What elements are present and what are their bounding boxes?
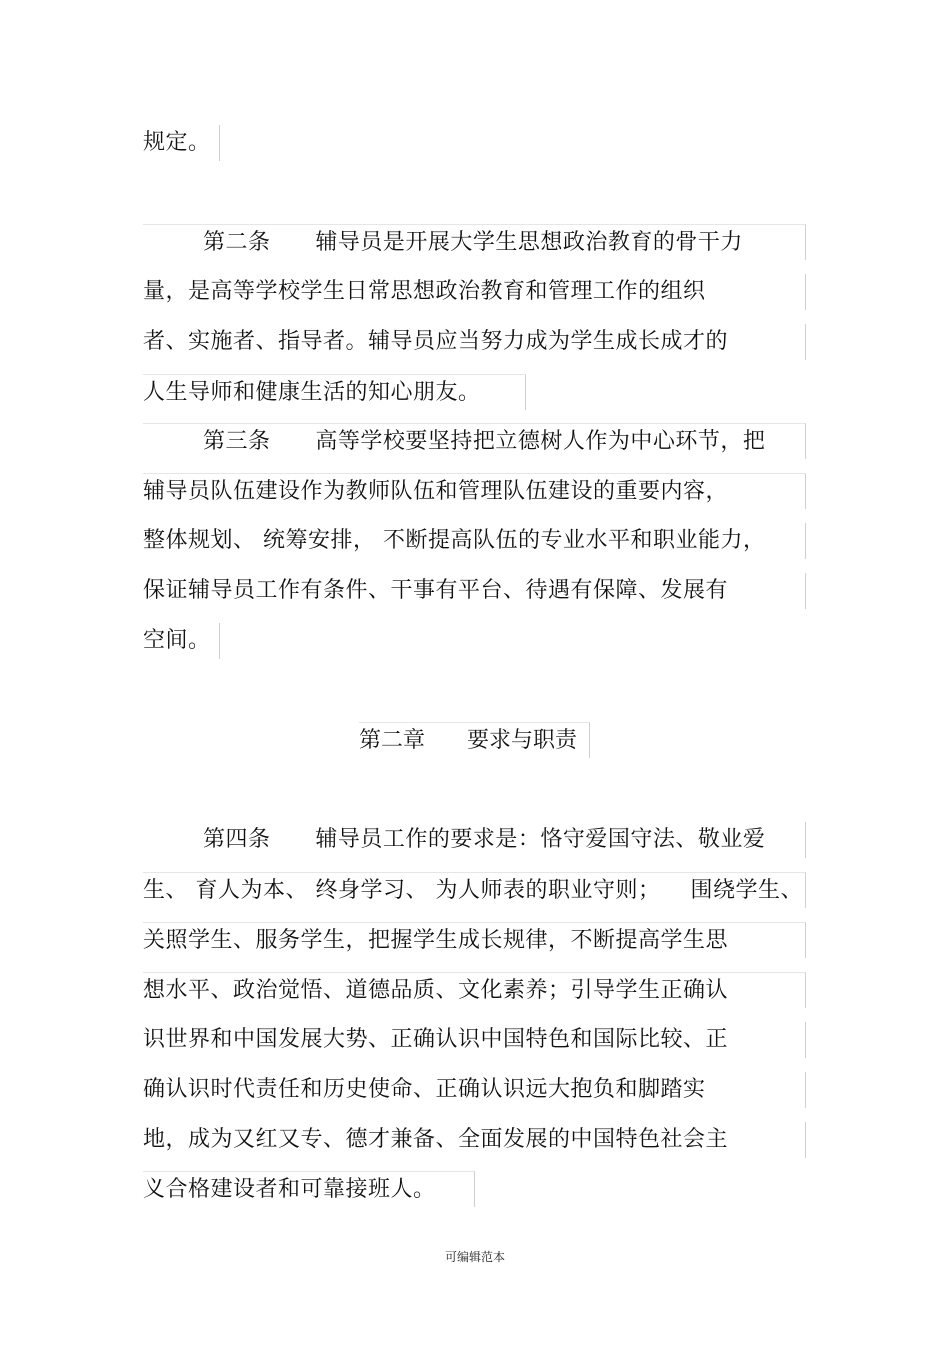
chapter-heading: 第二章 要求与职责 — [359, 722, 590, 758]
text-line: 想水平、政治觉悟、道德品质、文化素养；引导学生正确认 — [143, 972, 806, 1008]
text-line: 第二条 辅导员是开展大学生思想政治教育的骨干力 — [143, 224, 806, 260]
text-line: 保证辅导员工作有条件、干事有平台、待遇有保障、发展有 — [143, 573, 806, 609]
text-line: 人生导师和健康生活的知心朋友。 — [143, 374, 526, 410]
text-line: 义合格建设者和可靠接班人。 — [143, 1171, 475, 1207]
text-line: 第三条 高等学校要坚持把立德树人作为中心环节，把 — [143, 423, 806, 459]
text-line: 识世界和中国发展大势、正确认识中国特色和国际比较、正 — [143, 1022, 806, 1058]
text-line: 整体规划、 统筹安排， 不断提高队伍的专业水平和职业能力， — [143, 523, 806, 559]
text-line: 第四条 辅导员工作的要求是：恪守爱国守法、敬业爱 — [143, 822, 806, 858]
footer-label: 可编辑范本 — [444, 1250, 505, 1264]
text-line: 者、实施者、指导者。辅导员应当努力成为学生成长成才的 — [143, 324, 806, 360]
text-line: 关照学生、服务学生，把握学生成长规律，不断提高学生思 — [143, 922, 806, 958]
text-line: 地，成为又红又专、德才兼备、全面发展的中国特色社会主 — [143, 1122, 806, 1158]
text-line: 辅导员队伍建设作为教师队伍和管理队伍建设的重要内容， — [143, 473, 806, 509]
text-line: 规定。 — [143, 125, 220, 161]
text-line: 量，是高等学校学生日常思想政治教育和管理工作的组织 — [143, 274, 806, 310]
text-line: 空间。 — [143, 623, 220, 659]
text-line: 生、 育人为本、 终身学习、 为人师表的职业守则； 围绕学生、 — [143, 872, 806, 908]
text-line: 确认识时代责任和历史使命、正确认识远大抱负和脚踏实 — [143, 1072, 806, 1108]
